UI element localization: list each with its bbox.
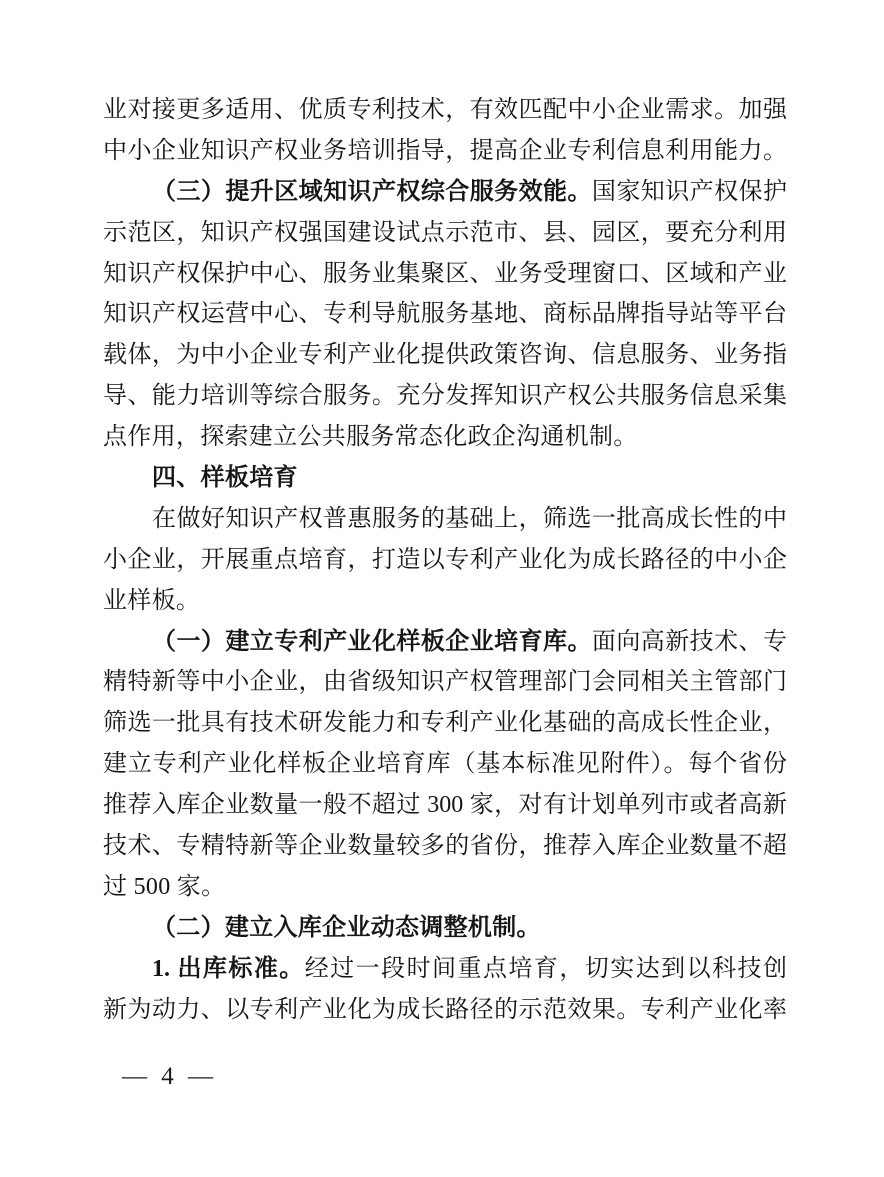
text-line: [103, 499, 787, 540]
body-text-segment: 导、能力培训等综合服务。充分发挥知识产权公共服务信息采集: [103, 383, 787, 410]
body-text-segment: 精特新等中小企业，由省级知识产权管理部门会同相关主管部门: [103, 669, 787, 696]
text-line: [103, 458, 787, 499]
document-body: [103, 90, 787, 1030]
heading-text-segment: 四、样板培育: [152, 465, 298, 492]
body-text-segment: 经过一段时间重点培育，切实达到以科技创: [304, 955, 787, 982]
text-line: [103, 867, 787, 908]
body-text-segment: 小企业，开展重点培育，打造以专利产业化为成长路径的中小企: [103, 546, 787, 573]
text-line: [103, 622, 787, 663]
body-text-segment: 在做好知识产权普惠服务的基础上，筛选一批高成长性的中: [152, 505, 787, 532]
body-text-segment: 筛选一批具有技术研发能力和专利产业化基础的高成长性企业，: [103, 710, 787, 737]
body-text-segment: 推荐入库企业数量一般不超过 300 家，对有计划单列市或者高新: [103, 792, 787, 819]
body-text-segment: 过 500 家。: [103, 873, 226, 900]
text-line: [103, 581, 787, 622]
heading-text-segment: （三）提升区域知识产权综合服务效能。: [152, 178, 592, 205]
body-text-segment: 业样板。: [103, 587, 201, 614]
body-text-segment: 载体，为中小企业专利产业化提供政策咨询、信息服务、业务指: [103, 342, 787, 369]
body-text-segment: 中小企业知识产权业务培训指导，提高企业专利信息利用能力。: [103, 137, 787, 164]
body-text-segment: 示范区，知识产权强国建设试点示范市、县、园区，要充分利用: [103, 219, 787, 246]
text-line: [103, 908, 787, 949]
text-line: [103, 254, 787, 295]
body-text-segment: 点作用，探索建立公共服务常态化政企沟通机制。: [103, 424, 638, 451]
text-line: [103, 294, 787, 335]
text-line: [103, 785, 787, 826]
text-line: [103, 172, 787, 213]
text-line: [103, 335, 787, 376]
heading-text-segment: 1. 出库标准。: [152, 955, 305, 982]
text-line: [103, 540, 787, 581]
text-line: [103, 417, 787, 458]
text-line: [103, 90, 787, 131]
heading-text-segment: （一）建立专利产业化样板企业培育库。: [152, 628, 592, 655]
text-line: [103, 826, 787, 867]
text-line: [103, 662, 787, 703]
text-line: [103, 376, 787, 417]
text-line: [103, 744, 787, 785]
body-text-segment: 建立专利产业化样板企业培育库（基本标准见附件）。每个省份: [103, 751, 787, 778]
page-number: — 4 —: [122, 1063, 214, 1090]
text-line: [103, 131, 787, 172]
body-text-segment: 国家知识产权保护: [591, 178, 788, 205]
text-line: [103, 703, 787, 744]
text-line: [103, 990, 787, 1031]
body-text-segment: 技术、专精特新等企业数量较多的省份，推荐入库企业数量不超: [103, 833, 787, 860]
body-text-segment: 知识产权保护中心、服务业集聚区、业务受理窗口、区域和产业: [103, 260, 787, 287]
heading-text-segment: （二）建立入库企业动态调整机制。: [152, 914, 541, 941]
text-line: [103, 213, 787, 254]
body-text-segment: 业对接更多适用、优质专利技术，有效匹配中小企业需求。加强: [103, 97, 787, 123]
text-line: [103, 949, 787, 990]
body-text-segment: 知识产权运营中心、专利导航服务基地、商标品牌指导站等平台: [103, 301, 787, 328]
body-text-segment: 新为动力、以专利产业化为成长路径的示范效果。专利产业化率: [103, 996, 787, 1023]
body-text-segment: 面向高新技术、专: [591, 628, 788, 655]
